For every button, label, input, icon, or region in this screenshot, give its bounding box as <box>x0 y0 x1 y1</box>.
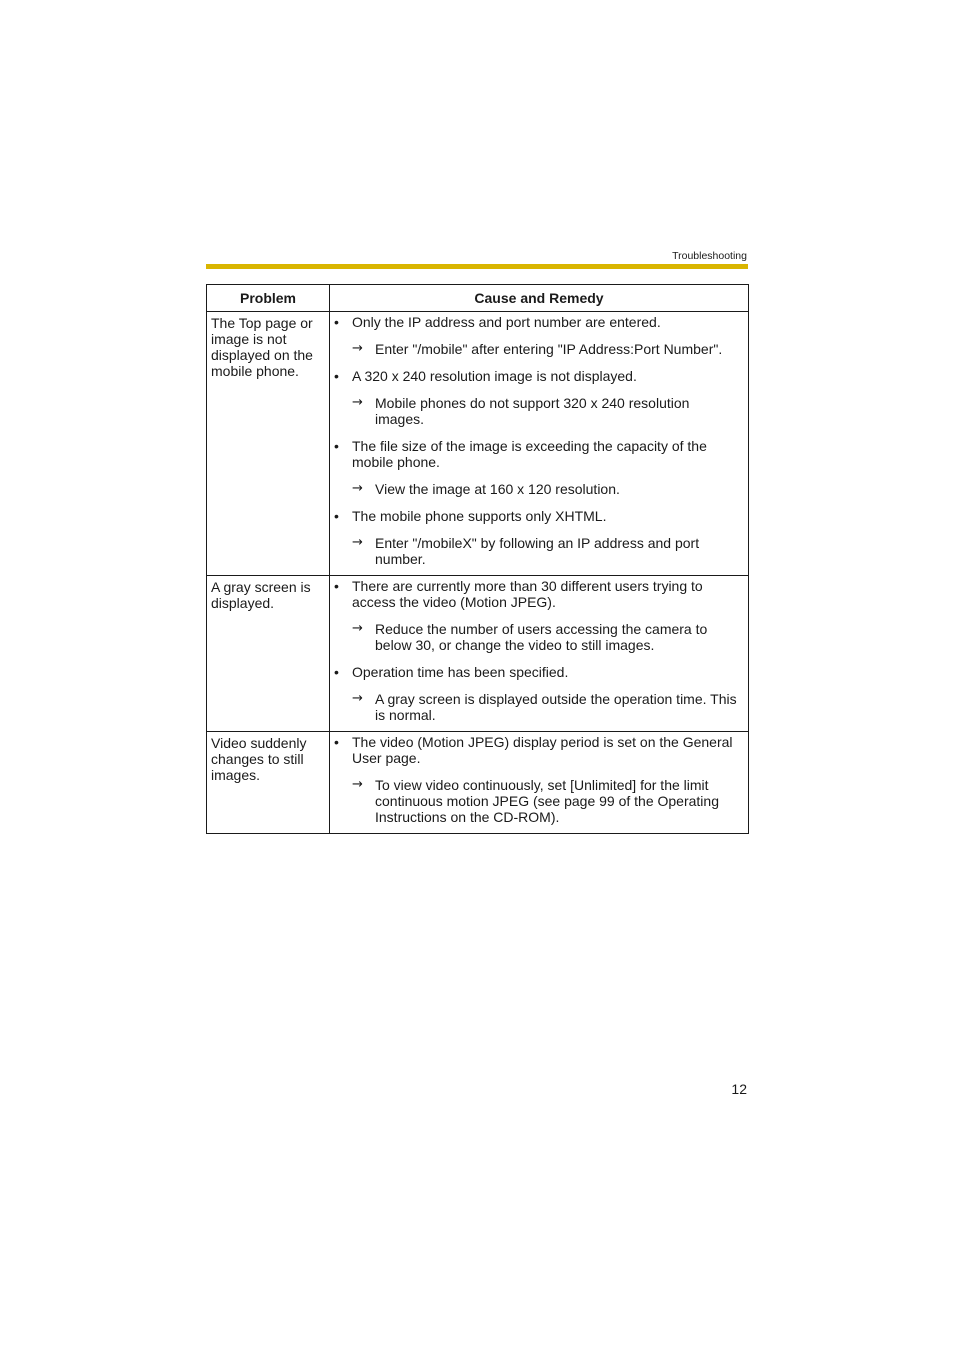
right-arrow-icon: → <box>352 481 363 496</box>
cause-item <box>330 664 742 680</box>
remedy-item <box>330 777 742 825</box>
right-arrow-icon: → <box>352 777 363 792</box>
remedy-text: To view video continuously, set [Unlimited] for the limit continuous motion JPEG (see page 99 of the Operating Instructions on the CD-ROM). <box>375 777 719 825</box>
right-arrow-icon: → <box>352 341 363 356</box>
bullet-dot-icon: • <box>334 664 339 680</box>
remedy-text: Enter "/mobileX" by following an IP address and port number. <box>375 535 700 567</box>
cause-text: A 320 x 240 resolution image is not displayed. <box>352 368 637 384</box>
bullet-dot-icon: • <box>334 578 339 594</box>
cause-item <box>330 578 742 610</box>
table-header-row <box>207 285 749 312</box>
remedy-text: Enter "/mobile" after entering "IP Address:Port Number". <box>375 341 723 357</box>
problem-cell: A gray screen is displayed. <box>207 576 330 732</box>
cause-item <box>330 734 742 766</box>
bullet-dot-icon: • <box>334 508 339 524</box>
remedy-item <box>330 535 742 567</box>
cause-text: Only the IP address and port number are entered. <box>352 314 661 330</box>
remedy-text: A gray screen is displayed outside the operation time. This is normal. <box>375 691 737 723</box>
bullet-dot-icon: • <box>334 734 339 750</box>
right-arrow-icon: → <box>352 621 363 636</box>
bullet-dot-icon: • <box>334 314 339 330</box>
page-number: 12 <box>731 1081 747 1097</box>
cause-remedy-cell <box>330 732 749 834</box>
column-header-cause-and-remedy: Cause and Remedy <box>330 285 749 312</box>
right-arrow-icon: → <box>352 395 363 410</box>
cause-remedy-cell <box>330 312 749 576</box>
remedy-text: Reduce the number of users accessing the camera to below 30, or change the video to still images. <box>375 621 708 653</box>
cause-text: There are currently more than 30 different users trying to access the video (Motion JPEG). <box>352 578 703 610</box>
column-header-problem: Problem <box>207 285 330 312</box>
header-rule <box>206 264 748 269</box>
problem-cell: The Top page or image is not displayed on the mobile phone. <box>207 312 330 576</box>
cause-text: The mobile phone supports only XHTML. <box>352 508 607 524</box>
remedy-item <box>330 341 742 357</box>
table-row <box>207 312 749 576</box>
remedy-text: Mobile phones do not support 320 x 240 resolution images. <box>375 395 690 427</box>
remedy-item <box>330 395 742 427</box>
cause-text: Operation time has been specified. <box>352 664 569 680</box>
right-arrow-icon: → <box>352 535 363 550</box>
cause-item <box>330 314 742 330</box>
cause-item <box>330 368 742 384</box>
cause-item <box>330 508 742 524</box>
table-row <box>207 732 749 834</box>
remedy-text: View the image at 160 x 120 resolution. <box>375 481 620 497</box>
bullet-dot-icon: • <box>334 438 339 454</box>
cause-text: The video (Motion JPEG) display period is set on the General User page. <box>352 734 733 766</box>
remedy-item <box>330 481 742 497</box>
bullet-dot-icon: • <box>334 368 339 384</box>
right-arrow-icon: → <box>352 691 363 706</box>
cause-remedy-cell <box>330 576 749 732</box>
remedy-item <box>330 691 742 723</box>
section-label: Troubleshooting <box>672 250 747 262</box>
problem-cell: Video suddenly changes to still images. <box>207 732 330 834</box>
troubleshooting-table <box>206 284 749 834</box>
cause-item <box>330 438 742 470</box>
table-row <box>207 576 749 732</box>
cause-text: The file size of the image is exceeding the capacity of the mobile phone. <box>352 438 707 470</box>
remedy-item <box>330 621 742 653</box>
